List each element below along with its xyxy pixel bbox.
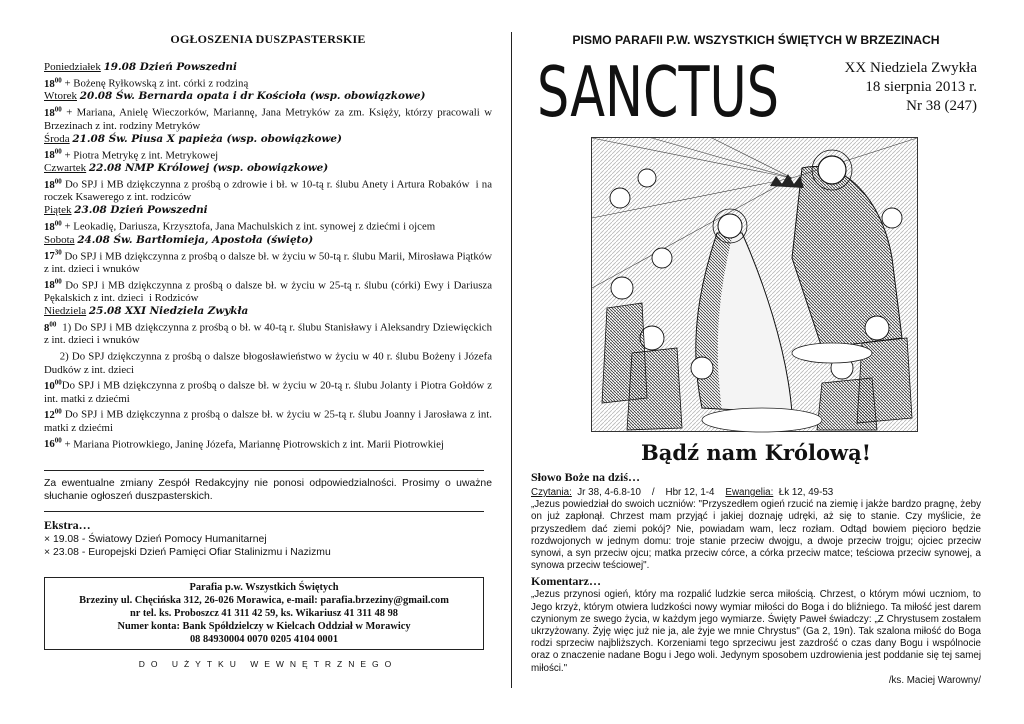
word-of-god-title: Słowo Boże na dziś… [531,470,641,484]
day-liturgy: 21.08 Św. Piusa X papieża (wsp. obowiązkowe) [72,132,342,145]
contact-line: nr tel. ks. Proboszcz 41 311 42 59, ks. Wikariusz 41 311 48 98 [130,608,398,620]
logo-row [531,51,981,133]
mass-time [44,409,62,421]
commentary-text: „Jezus przynosi ogień, który ma rozpalić ludzkie serca miłością. Chrzest, o którym mówi uczniom, to Jego krzyż, którym otwiera ludzkości nowy wymiar miłości do Boga i do bliźniego. Ta miłość jest darem czynionym ze swego życia, w każdym jego wymiarze. Święty Paweł świadczy: „Z Chrystusem zostałem ukrzyżowany. Żyję więc już nie ja, ale żyje we mnie Chrystus" (Ga 2, 19n). Tak szalona miłość do Boga rodzi sprzeciw najbliższych. Korzeniami tego sprzeciwu jest zazdrość o czas dany Bogu i wspólnocie oraz o znaczenie nadane Bogu i Jego woli. Jedynym sposobem uzdrowienia jest poddanie się tej samej miłości." [531,589,981,674]
schedule-day [44,90,495,132]
day-heading [44,133,492,146]
readings-refs: Jr 38, 4-6.8-10 / Hbr 12, 1-4 [571,487,726,498]
mass-hour: 18 [44,178,55,191]
mass-minutes: 00 [49,319,57,328]
mass-intention [44,405,495,434]
mass-intention [44,146,492,162]
mass-time [44,250,62,262]
day-liturgy: 24.08 Św. Bartłomieja, Apostoła (święto) [77,233,314,246]
announcements-column [44,28,495,670]
mass-hour: 10 [44,379,55,392]
divider [44,511,484,512]
parish-contact-box [44,577,484,650]
mass-minutes: 00 [54,76,62,84]
day-liturgy: 25.08 XXI Niedziela Zwykła [88,304,249,317]
mass-minutes: 00 [54,378,62,387]
readings-line [531,487,981,499]
day-heading [44,234,492,247]
schedule-day [44,233,495,305]
mass-intention [44,103,495,132]
mass-intention [44,376,495,405]
mass-hour: 18 [44,220,55,233]
mass-hour: 8 [44,321,50,334]
mass-time [44,78,62,90]
mass-minutes: 00 [54,436,62,445]
mass-minutes: 00 [54,277,62,286]
intention-text: + Piotra Metrykę z int. Metrykowej [61,149,219,162]
issue-date: 18 sierpnia 2013 r. [865,79,977,95]
schedule-day [44,61,492,90]
contact-line: 08 84930004 0070 0205 4104 0001 [189,634,339,646]
mass-intention [44,74,492,90]
day-liturgy: 23.08 Dzień Powszedni [74,204,208,217]
schedule-day [44,304,495,451]
intention-text: + Mariana, Anielę Wieczorków, Mariannę, Jana Metryków za zm. Księży, którzy pracowali w Brzezinach z int. rodziny Metryków [44,106,495,132]
mass-time [44,279,62,291]
intention-text: Do SPJ i MB dziękczynna z prośbą o dalsze bł. w życiu w 25-tą r. ślubu (córki) Ewy i Dariusza Pękalskich z int. dzieci i Rodziców [44,279,495,305]
intention-text: Do SPJ i MB dziękczynna z prośbą o dalsze bł. w życiu w 25-tą r. ślubu Joanny i Jarosława z int. matki z dziećmi [44,409,495,434]
day-liturgy: 19.08 Dzień Powszedni [103,61,237,73]
mass-intention [44,435,492,451]
gospel-label: Ewangelia: [725,487,774,498]
schedule-day [44,161,495,204]
mass-hour: 18 [44,279,55,292]
issue-sunday: XX Niedziela Zwykła [844,60,977,76]
intention-text: Do SPJ i MB dziękczynna z prośbą o dalsze bł. w życiu w 20-tą r. ślubu Jolanty i Piotra Gołdów z int. matki z dziećmi [44,379,495,405]
ekstra-title: Ekstra… [44,518,91,533]
mass-intention [44,217,492,233]
mass-minutes: 00 [54,407,62,416]
schedule-list [44,61,495,451]
contact-line: Numer konta: Bank Spółdzielczy w Kielcach Oddział w Morawicy [117,621,411,633]
day-liturgy: 20.08 Św. Bernarda opata i dr Kościoła (wsp. obowiązkowe) [79,90,426,103]
issue-number: Nr 38 (247) [906,98,977,114]
intention-text: Do SPJ i MB dziękczynna z prośbą o dalsze bł. w życiu w 50-tą r. ślubu Marii, Mirosława Piątków z int. dzieci i wnuków [44,250,495,275]
commentary-author: /ks. Maciej Warowny/ [888,674,981,686]
day-name: Wtorek [44,90,77,103]
coronation-engraving-image [592,138,917,431]
intention-text: + Bożenę Ryłkowską z int. córki z rodziną [61,77,249,90]
mass-time [44,107,62,119]
day-name: Środa [44,132,70,145]
intention-text: + Mariana Piotrowkiego, Janinę Józefa, Mariannę Piotrowskich z int. Marii Piotrowkiej [61,438,444,451]
day-name: Sobota [44,233,75,246]
mass-time [44,176,62,191]
day-heading [44,162,492,175]
mass-intention [44,247,495,276]
mass-time [44,319,57,334]
mass-time [44,149,62,161]
logo-text: SANCTUS [537,51,779,133]
mass-minutes: 00 [54,176,62,185]
mass-minutes: 30 [54,248,62,257]
intention-text: 2) Do SPJ dziękczynna z prośbą o dalsze błogosławieństwo w życiu w 40 r. ślubu Bożeny i Józefa Dudków z int. dzieci [44,350,495,376]
mass-time [44,221,62,233]
mass-intention [44,318,495,347]
contact-line: Brzeziny ul. Chęcińska 312, 26-026 Morawica, e-mail: parafia.brzeziny@gmail.com [79,595,449,607]
gospel-text: „Jezus powiedział do swoich uczniów: "Przyszedłem ogień rzucić na ziemię i jakże bardzo pragnę, żeby on już zapłonął. Chrzest mam przyjąć i jakiej doznaję udręki, aż się to stanie. Czy myślicie, że przyszedłem dać ziemi pokój? Nie, powiadam wam, lecz rozłam. Odtąd bowiem pięcioro będzie rozdwojonych w jednym domu: troje stanie przeciw dwojgu, a dwoje przeciw trojgu; ojciec przeciw synowi, a syn przeciw ojcu; matka przeciw córce, a córka przeciw matce; teściowa przeciw synowej, a synowa przeciw teściowej". [531,499,981,572]
mass-intention [44,276,495,305]
front-page-column [531,28,981,687]
issue-info [845,59,977,116]
mass-hour: 18 [44,106,55,119]
mass-hour: 12 [44,409,55,422]
gospel-ref: Łk 12, 49-53 [773,487,834,498]
intention-text: 1) Do SPJ i MB dziękczynna z prośbą o bł. w 40-tą r. ślubu Stanisławy i Aleksandry Dziewięckich z int. dzieci i wnuków [44,321,495,347]
schedule-day [44,204,492,233]
mass-intention [44,347,495,376]
mass-minutes: 00 [54,147,62,156]
day-name: Czwartek [44,161,87,174]
coronation-illustration [591,137,918,432]
day-heading [44,90,492,103]
day-name: Piątek [44,204,72,217]
ekstra-item: × 23.08 - Europejski Dzień Pamięci Ofiar Stalinizmu i Nazizmu [44,547,331,559]
mass-time [44,380,62,392]
contact-line: Parafia p.w. Wszystkich Świętych [189,582,339,594]
mass-intention [44,175,495,204]
readings-label: Czytania: [531,487,572,498]
column-divider [511,32,512,688]
schedule-day [44,133,492,162]
day-liturgy: 22.08 NMP Królowej (wsp. obowiązkowe) [88,161,329,174]
mass-minutes: 00 [54,219,62,228]
mass-time [44,438,62,450]
intention-text: + Leokadię, Dariusza, Krzysztofa, Jana Machulskich z int. synowej z dziećmi i ojcem [61,220,436,233]
day-heading [44,61,492,74]
day-heading [44,204,492,217]
sanctus-logo [533,51,783,133]
intention-text: Do SPJ i MB dziękczynna z prośbą o zdrowie i bł. w 10-tą r. ślubu Anety i Artura Robaków i na roczek Ksawerego z int. rodziców [44,178,495,204]
mass-minutes: 00 [54,105,62,114]
headline: Bądź nam Królową! [641,440,871,465]
commentary-title: Komentarz… [531,574,601,589]
mass-hour: 17 [44,250,55,263]
mass-hour: 16 [44,438,55,451]
day-name: Poniedziałek [44,61,101,73]
mass-hour: 18 [44,77,55,90]
ekstra-item: × 19.08 - Światowy Dzień Pomocy Humanitarnej [44,534,267,546]
internal-use-footer: DO UŻYTKU WEWNĘTRZNEGO [138,659,398,670]
editorial-note: Za ewentualne zmiany Zespół Redakcyjny nie ponosi odpowiedzialności. Prosimy o uważne słuchanie ogłoszeń duszpasterskich. [44,478,492,503]
day-name: Niedziela [44,304,87,317]
masthead: PISMO PARAFII P.W. WSZYSTKICH ŚWIĘTYCH W BRZEZINACH [572,33,940,47]
mass-hour: 18 [44,149,55,162]
day-heading [44,305,492,318]
announcements-title: OGŁOSZENIA DUSZPASTERSKIE [170,32,366,46]
